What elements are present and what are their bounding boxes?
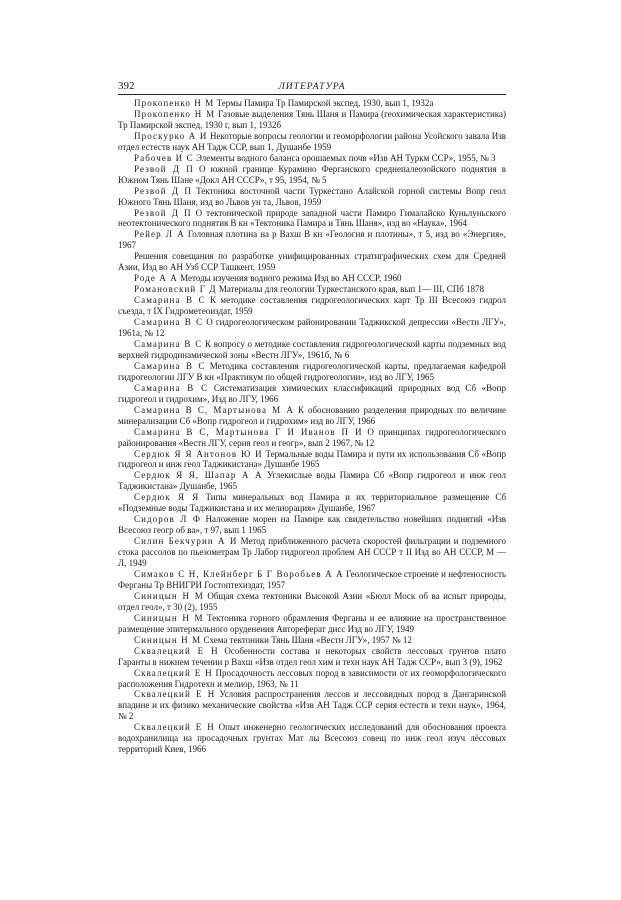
reference-text: Наложение морен на Памире как свидетельство новейших поднятий «Изв Всесоюз геогр об ва», т 97, вып 1 1965: [118, 514, 507, 536]
reference-entry: [118, 131, 506, 153]
reference-entry: [118, 273, 506, 284]
reference-text: Схема тектоники Тянь Шаня «Вестн ЛГУ», 1957 № 12: [203, 634, 412, 645]
reference-entry: [118, 164, 506, 186]
reference-text: Условия распространения лессов и лессовидных пород в Дангаринской впадине и их физико механические свойства «Изв АН Тадж ССР серия естеств и техн наук», 1964, № 2: [118, 689, 507, 722]
page-number: 392: [118, 80, 135, 92]
reference-entry: [118, 569, 506, 591]
reference-author: Симаков С Н, Клейнберг Б Г Воробьев А А: [134, 568, 344, 579]
reference-author: Самарина В С, Мартынова Г И Иванов П И: [134, 426, 363, 437]
reference-text: Углекислые воды Памира Сб «Вопр гидрогеол и инж геол Таджикистана» Душанбе, 1965: [118, 470, 507, 492]
reference-text: Решения совещания по разработке унифицированных стратиграфических схем для Средней Азии, Изд во АН Узб ССР Ташкент, 1959: [118, 251, 506, 273]
reference-list: [118, 98, 506, 755]
reference-author: Синицын Н М: [134, 634, 202, 645]
reference-entry: [118, 514, 506, 536]
reference-author: Самарина В С: [134, 382, 209, 393]
reference-entry: [118, 339, 506, 361]
running-title: ЛИТЕРАТУРА: [278, 82, 346, 92]
reference-author: Резвой Д П: [134, 207, 192, 218]
reference-text: Некоторые вопросы геологии и геоморфологии района Усойского завала Изв отдел естеств наук АН Тадж ССР, вып 1, Душанбе 1959: [118, 130, 507, 152]
reference-entry: [118, 229, 506, 251]
reference-author: Сердюк Я Я, Шапар А А: [134, 470, 263, 481]
reference-entry: [118, 536, 506, 569]
reference-author: Самарина В С: [134, 317, 204, 328]
reference-text: Тектоника восточной части Туркестано Алайской горной системы Вопр геол Южного Тянь Шаня, изд во Львов ун та, Львов, 1959: [118, 185, 506, 207]
reference-text: Термальные воды Памира и пути их использования Сб «Вопр гидрогеол и инж геол Таджикистана» Душанбе 1965: [118, 448, 506, 470]
reference-author: Сердюк Я Я: [134, 492, 200, 503]
reference-text: Метод приближенного расчета скоростей фильтрации и подземного стока рассолов по пьезометрам Тр Лабор гидрогеол проблем АН СССР т II Изд во АН СССР, М — Л, 1949: [118, 536, 506, 569]
reference-text: Типы минеральных вод Памира и их территориальное размещение Сб «Подземные воды Таджикистана и их мелиорация» Душанбе, 1967: [118, 492, 507, 514]
reference-text: О гидрогеологическом районировании Таджикской депрессии «Вестн ЛГУ», 1961а, № 12: [118, 317, 506, 339]
reference-text: О южной границе Курамино Ферганского среднепалеозойского поднятия в Южном Тянь Шане «Докл АН СССР», т 95, 1954, № 5: [118, 163, 507, 185]
reference-entry: [118, 208, 506, 230]
reference-text: Элементы водного баланса орошаемых почв «Изв АН Туркм ССР», 1955, № 3: [195, 152, 496, 163]
reference-entry: [118, 361, 506, 383]
reference-entry: [118, 646, 506, 668]
reference-entry: [118, 186, 506, 208]
reference-author: Сквалецкий Е Н: [134, 722, 215, 733]
reference-entry: [118, 613, 506, 635]
reference-entry: [118, 251, 506, 273]
reference-text: К методике составления гидрогеологических карт Тр III Всесоюз гидрол съезда, т IX Гидрометеоиздат, 1959: [118, 295, 507, 317]
reference-text: Особенности состава и некоторых свойств лессовых грунтов плато Гаранты в нижнем течении р Вахш «Изв отдел геол хим и техн наук АН Тадж ССР», вып 3 (9), 1962: [118, 645, 506, 667]
reference-text: Термы Памира Тр Памирской экспед, 1930, вып 1, 1932а: [216, 98, 434, 108]
reference-author: Прокопенко Н М: [134, 108, 216, 119]
reference-author: Самарина В С: [134, 295, 206, 306]
reference-text: К обоснованию разделения природных по величине минерализации Сб «Вопр гидрогеол и гидрохим» изд во ЛГУ, 1966: [118, 404, 507, 426]
reference-author: Самарина В С, Мартынова М А: [134, 404, 294, 415]
reference-entry: [118, 98, 506, 109]
reference-author: Рейер Л А: [134, 229, 185, 240]
reference-entry: [118, 722, 506, 755]
reference-text: Методы изучения водного режима Изд во АН СССР, 1960: [180, 273, 402, 284]
reference-author: Сквалецкий Е Н: [134, 645, 219, 656]
reference-author: Сквалецкий Е Н: [134, 689, 216, 700]
reference-author: Роде А А: [134, 273, 178, 284]
reference-text: Систематизация химических классификаций природных вод Сб «Вопр гидрогеол и гидрохим», Изд во ЛГУ, 1966: [118, 382, 506, 404]
reference-text: Геологическое строение и нефтеносность Ферганы Тр ВНИГРИ Гостоптехиздат, 1957: [118, 568, 507, 590]
reference-author: Романовский Г Д: [134, 284, 217, 295]
reference-author: Сердюк Я Я Антонов Ю И: [134, 448, 263, 459]
reference-author: Сквалецкий Е Н: [134, 667, 213, 678]
reference-entry: [118, 295, 506, 317]
reference-text: Головная плотина на р Вахш В кн «Геология и плотины», т 5, изд во «Энергия», 1967: [118, 229, 507, 251]
reference-entry: [118, 470, 506, 492]
reference-text: К вопросу о методике составления гидрогеологической карты подземных вод верхней гидродинамической зоны «Вестн ЛГУ», 1961б, № 6: [118, 338, 507, 360]
reference-entry: [118, 153, 506, 164]
reference-entry: [118, 383, 506, 405]
reference-text: О тектонической природе западной части Памиро Гималайско Куньлуньского неотектонического поднятия В кн «Тектоника Памира и Тянь Шаня», изд во «Наука», 1964: [118, 207, 507, 229]
reference-entry: [118, 427, 506, 449]
reference-entry: [118, 635, 506, 646]
reference-entry: [118, 449, 506, 471]
reference-entry: [118, 317, 506, 339]
reference-entry: [118, 405, 506, 427]
reference-entry: [118, 284, 506, 295]
reference-author: Силин Бекчурин А И: [134, 536, 238, 547]
reference-author: Резвой Д П: [134, 185, 192, 196]
page-header: [118, 80, 506, 95]
reference-author: Прокопенко Н М: [134, 98, 215, 108]
reference-author: Самарина В С: [134, 360, 206, 371]
reference-author: Резвой Д П: [134, 163, 194, 174]
reference-entry: [118, 689, 506, 722]
reference-entry: [118, 668, 506, 690]
reference-text: Тектоника горного обрамления Ферганы и ее влияние на пространственное размещение эпитермального оруденения Автореферат дисс Изд во ЛГУ, 1949: [118, 612, 507, 634]
reference-author: Синицын Н М: [134, 612, 204, 623]
reference-author: Синицын Н М: [134, 590, 204, 601]
reference-text: Общая схема тектоники Высокой Азии «Бюлл Моск об ва испыт природы, отдел геол», т 30 (2), 1955: [118, 590, 507, 612]
reference-entry: [118, 591, 506, 613]
reference-text: Материалы для геологии Туркестанского края, вып 1— III, СПб 1878: [218, 284, 485, 295]
reference-entry: [118, 109, 506, 131]
reference-author: Самарина В С: [134, 338, 203, 349]
reference-text: Просадочность лессовых пород в зависимости от их геоморфологического расположения Гидротехн и мелиор, 1963, № 11: [118, 667, 507, 689]
reference-text: Методика составления гидрогеологической карты, предлагаемая кафедрой гидрогеологии ЛГУ В кн «Практикум по общей гидрогеологии», изд во ЛГУ, 1965: [118, 360, 507, 382]
reference-entry: [118, 492, 506, 514]
reference-text: Опыт инженерно геологических исследований для обоснования проекта водохранилища на просадочных грунтах Мат лы Всесоюз совещ по инж геол изуч лёссовых территорий Киев, 1966: [118, 722, 507, 755]
reference-author: Проскурко А И: [134, 130, 208, 141]
reference-author: Рабочев И С: [134, 152, 194, 163]
reference-text: Газовые выделения Тянь Шаня и Памира (геохимическая характеристика) Тр Памирской экспед, 1930 г, вып 1, 1932б: [118, 108, 507, 130]
reference-text: О принципах гидрогеологического районирования «Вестн ЛГУ, серия геол и геогр», вып 2 1967, № 12: [118, 426, 506, 448]
reference-author: Сидоров Л Ф: [134, 514, 202, 525]
